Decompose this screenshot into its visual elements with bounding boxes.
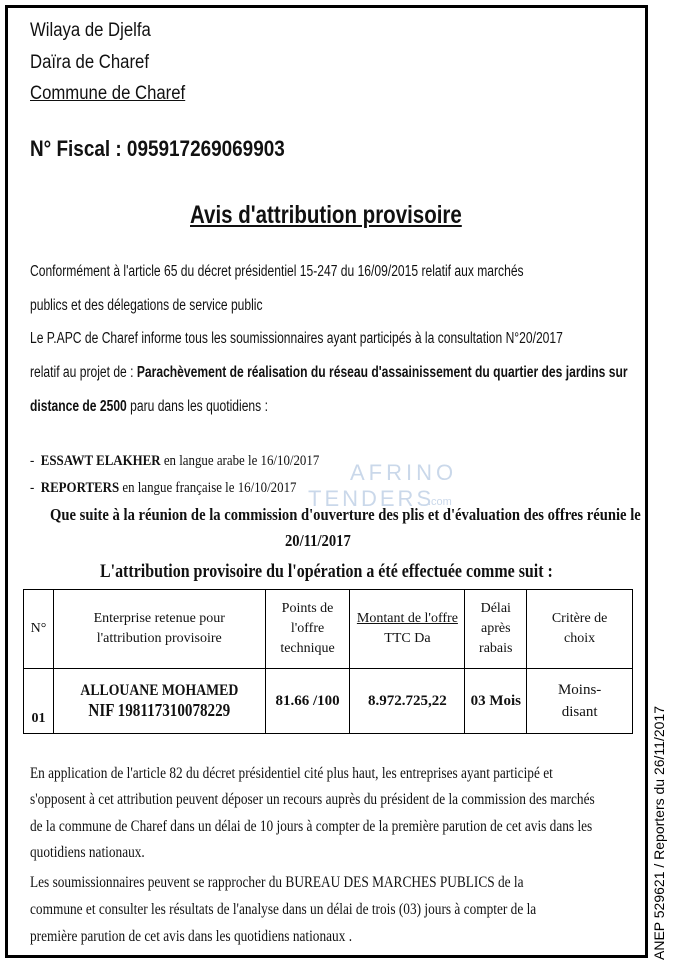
meeting-line-1: Que suite à la réunion de la commission d'ouverture des plis et d'évaluation des offres réunie le: [50, 505, 641, 524]
intro-line-2: publics et des délegations de service public: [30, 297, 263, 314]
intro-line-5-rest: paru dans les quotidiens :: [126, 398, 268, 415]
attribution-heading: L'attribution provisoire du l'opération a été effectuée comme suit :: [100, 561, 553, 582]
header-wilaya: Wilaya de Djelfa: [30, 20, 151, 41]
row-amount: 8.972.725,22: [350, 669, 465, 734]
side-caption: ANEP 529621 / Reporters du 26/11/2017: [651, 706, 667, 960]
attribution-table: [23, 589, 633, 734]
header-enterprise: Enterprise retenue pour l'attribution provisoire: [53, 590, 265, 669]
newspaper-name: REPORTERS: [40, 480, 120, 496]
intro-line-4-prefix: relatif au projet de :: [30, 364, 137, 381]
header-amount: Montant de l'offre TTC Da: [350, 590, 465, 669]
watermark-line-2: TENDERS: [308, 486, 435, 511]
row-criteria: Moins- disant: [527, 669, 633, 734]
bullet-dash: -: [30, 453, 41, 469]
header-points: Points de l'offre technique: [265, 590, 350, 669]
bureau-line-3: première parution de cet avis dans les quotidiens nationaux .: [30, 928, 353, 945]
watermark-line-1: AFRINO: [350, 460, 458, 485]
notice-page: [5, 5, 648, 958]
watermark-suffix: .com: [428, 496, 452, 508]
bureau-line-2: commune et consulter les résultats de l'analyse dans un délai de trois (03) jours à compter de la: [30, 901, 537, 918]
header-daira: Daïra de Charef: [30, 52, 149, 73]
header-criteria: Critère de choix: [527, 590, 633, 669]
intro-line-4: [30, 364, 628, 382]
intro-line-1: Conformément à l'article 65 du décret présidentiel 15-247 du 16/09/2015 relatif aux marchés: [30, 263, 524, 280]
newspaper-item: [30, 453, 319, 470]
newspaper-name: ESSAWT ELAKHER: [40, 453, 161, 469]
appeal-line-3: de la commune de Charef dans un délai de 10 jours à compter de la première parution de cet avis dans les: [30, 818, 593, 835]
table-header-row: [24, 590, 633, 669]
table-row: [24, 669, 633, 734]
enterprise-name: ALLOUANE MOHAMED: [80, 681, 239, 699]
header-delay: Délai après rabais: [465, 590, 527, 669]
project-distance: distance de 2500: [30, 398, 127, 415]
header-num: N°: [24, 590, 54, 669]
row-points: 81.66 /100: [265, 669, 350, 734]
newspaper-text: en langue française le 16/10/2017: [119, 480, 297, 496]
row-num: 01: [24, 669, 54, 734]
fiscal-number: N° Fiscal : 095917269069903: [30, 136, 285, 161]
notice-title: Avis d'attribution provisoire: [190, 201, 462, 229]
meeting-date: 20/11/2017: [285, 531, 351, 550]
intro-line-5: [30, 398, 268, 416]
row-delay: 03 Mois: [465, 669, 527, 734]
newspaper-text: en langue arabe le 16/10/2017: [160, 453, 320, 469]
intro-line-3: Le P.APC de Charef informe tous les soumissionnaires ayant participés à la consultation N°20/2017: [30, 330, 563, 347]
newspaper-item: [30, 480, 296, 497]
appeal-line-2: s'opposent à cet attribution peuvent déposer un recours auprès du président de la commission des marchés: [30, 791, 595, 808]
row-enterprise: [53, 669, 265, 734]
bureau-line-1: Les soumissionnaires peuvent se rapprocher du BUREAU DES MARCHES PUBLICS de la: [30, 874, 524, 891]
project-title: Parachèvement de réalisation du réseau d'assainissement du quartier des jardins sur: [136, 364, 628, 381]
appeal-line-1: En application de l'article 82 du décret présidentiel cité plus haut, les entreprises ayant participé et: [30, 765, 553, 782]
bullet-dash: -: [30, 480, 41, 496]
header-commune: Commune de Charef: [30, 83, 186, 104]
appeal-line-4: quotidiens nationaux.: [30, 844, 145, 861]
enterprise-nif: NIF 198117310078229: [88, 699, 231, 720]
